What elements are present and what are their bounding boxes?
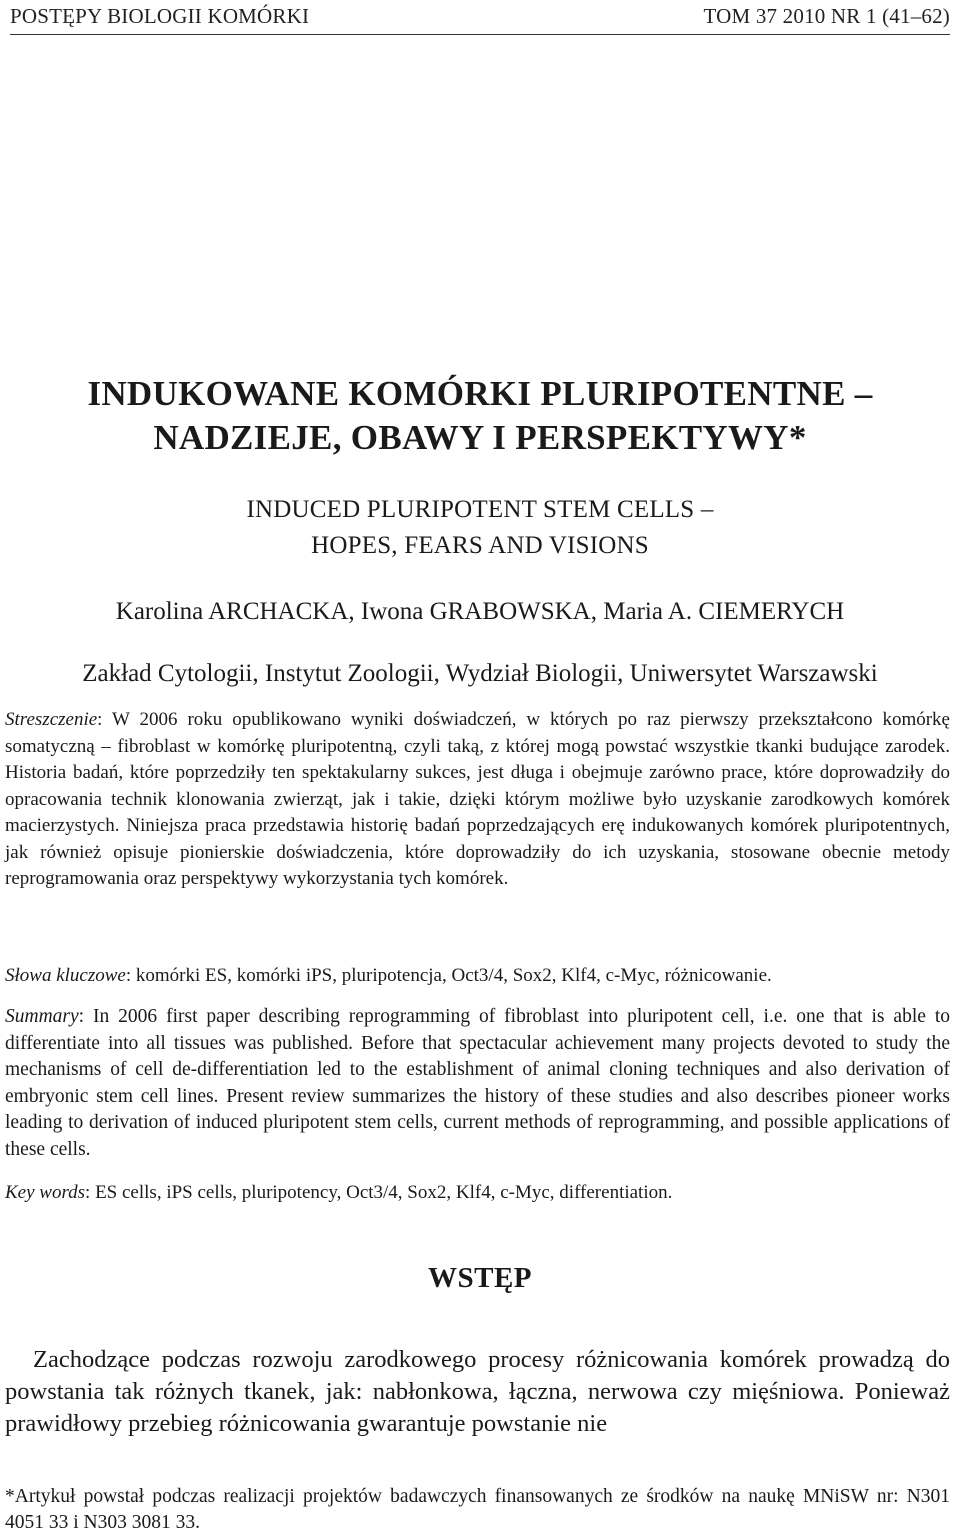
header-rule [10, 34, 950, 35]
english-title-line-2: HOPES, FEARS AND VISIONS [311, 532, 649, 559]
keywords-polish [5, 963, 950, 990]
keywords-polish-text: : komórki ES, komórki iPS, pluripotencja, Oct3/4, Sox2, Klf4, c-Myc, różnicowanie. [125, 965, 772, 986]
summary-english-text: : In 2006 first paper describing reprogramming of fibroblast into pluripotent cell, i.e. one that is able to differentiate into all tissues was published. Before that spectacular achievement many projects devoted to study the mechanisms of cell de-differentiation led to the establishment of animal cloning techniques and also derivation of embryonic stem cell lines. Present review summarizes the history of these studies and also describes pioneer works leading to derivation of induced pluripotent stem cells, current methods of reprogramming, and possible applications of these cells. [5, 1006, 950, 1160]
authors: Karolina ARCHACKA, Iwona GRABOWSKA, Maria A. CIEMERYCH [115, 598, 845, 625]
title-line-2: NADZIEJE, OBAWY I PERSPEKTYWY* [153, 418, 807, 457]
english-title [0, 492, 960, 564]
abstract-polish-text: : W 2006 roku opublikowano wyniki doświadczeń, w których po raz pierwszy przekształcono komórkę somatyczną – fibroblast w komórkę pluripotentną, czyli taką, z której mogą powstać wszystkie tkanki budujące zarodek. Historia badań, które poprzedziły ten spektakularny sukces, jest długa i obejmuje zarówno prace, które doprowadziły do opracowania technik klonowania zwierząt, jak i takie, dzięki którym możliwe było uzyskanie zarodkowych komórek macierzystych. Niniejsza praca przedstawia historię badań poprzedzających erę indukowanych komórek pluripotentnych, jak również opisuje pionierskie doświadczenia, które doprowadziły do ich uzyskania, stosowane obecnie metody reprogramowania oraz perspektywy wykorzystania tych komórek. [5, 709, 950, 889]
affiliation: Zakład Cytologii, Instytut Zoologii, Wydział Biologii, Uniwersytet Warszawski [82, 660, 878, 687]
english-title-line-1: INDUCED PLURIPOTENT STEM CELLS – [246, 496, 714, 523]
issue-info: TOM 37 2010 NR 1 (41–62) [703, 4, 950, 28]
title-line-1: INDUKOWANE KOMÓRKI PLURIPOTENTNE – [87, 374, 873, 413]
keywords-polish-label: Słowa kluczowe [5, 965, 126, 986]
intro-paragraph: Zachodzące podczas rozwoju zarodkowego procesy różnicowania komórek prowadzą do powstania tak różnych tkanek, jak: nabłonkowa, łączna, nerwowa czy mięśniowa. Ponieważ prawidłowy przebieg różnicowania gwarantuje powstanie nie [5, 1346, 950, 1437]
keywords-english-label: Key words [5, 1182, 86, 1203]
abstract-polish [5, 707, 950, 893]
article-title [0, 372, 960, 460]
keywords-english-text: : ES cells, iPS cells, pluripotency, Oct3/4, Sox2, Klf4, c-Myc, differentiation. [85, 1182, 673, 1203]
summary-english-label: Summary [5, 1006, 79, 1027]
section-heading: WSTĘP [427, 1262, 533, 1294]
running-head [10, 4, 950, 29]
abstract-polish-label: Streszczenie [5, 709, 98, 730]
footnote: *Artykuł powstał podczas realizacji projektów badawczych finansowanych ze środków na naukę MNiSW nr: N301 4051 33 i N303 3081 33. [5, 1486, 950, 1533]
summary-english [5, 1004, 950, 1163]
keywords-english [5, 1180, 950, 1207]
journal-name: POSTĘPY BIOLOGII KOMÓRKI [10, 4, 310, 28]
